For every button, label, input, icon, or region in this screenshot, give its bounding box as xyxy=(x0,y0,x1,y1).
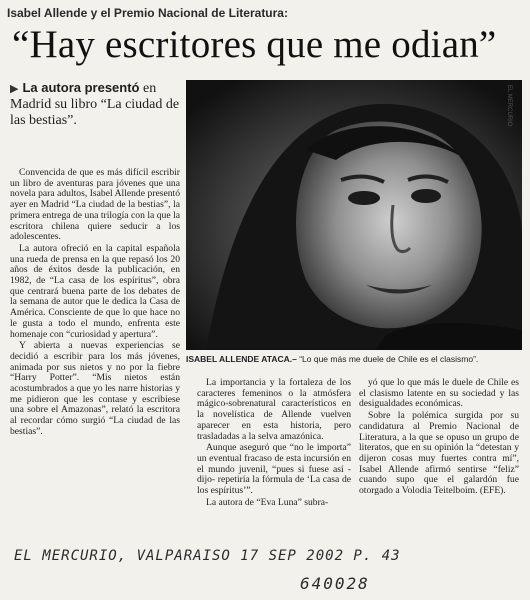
handwritten-source-note: EL MERCURIO, VALPARAISO 17 SEP 2002 P. 43 xyxy=(14,548,401,564)
arrow-icon: ▶ xyxy=(10,83,19,95)
handwritten-catalog-number: 640028 xyxy=(300,574,370,593)
text-column-1 xyxy=(10,168,180,439)
kicker: Isabel Allende y el Premio Nacional de Literatura: xyxy=(7,6,288,20)
photo-caption xyxy=(186,354,522,364)
caption-text: “Lo que más me duele de Chile es el clasismo”. xyxy=(299,354,479,364)
photo-credit: EL MERCURIO xyxy=(506,85,512,127)
paragraph: Aunque aseguró que “no le importa” un eventual fracaso de esta incursión en el mundo juvenil, “pues si fuese así -dijo- repetiría la fórmula de ‘La casa de los espíritus’”. xyxy=(197,442,351,497)
paragraph: yó que lo que más le duele de Chile es el clasismo latente en su sociedad y las desigualdades económicas. xyxy=(359,377,519,410)
paragraph: Y abierta a nuevas experiencias se decidió a escribir para los más jóvenes, animada por sus nietos y no por la fiebre “Harry Potter”. “Mis nietos están acostumbrados a que yo les narre historias y me pidieron que les contase y escribiese una sobre el Amazonas”, relató la escritora al recordar cómo surgió “La ciudad de las bestias”. xyxy=(10,340,180,437)
portrait-image xyxy=(186,80,522,350)
caption-lead: ISABEL ALLENDE ATACA.– xyxy=(186,354,297,364)
lead-paragraph xyxy=(10,80,185,129)
headline: “Hay escritores que me odian” xyxy=(12,23,497,66)
paragraph: Convencida de que es más difícil escribir un libro de aventuras para jóvenes que una novela para adultos, Isabel Allende presentó ayer en Madrid “La ciudad de la bestias”, la primera entrega de una trilogía con la que la escritora chilena quiere seducir a los adolescentes. xyxy=(10,167,180,243)
paragraph: La autora de “Eva Luna” subra- xyxy=(206,496,329,508)
lead-bold: La autora presentó xyxy=(22,80,140,95)
paragraph: La autora ofreció en la capital española una rueda de prensa en la que repasó los 20 años de éxitos desde la publicación, en 1982, de “La casa de los espíritus”, obra que centrará buena parte de los debates de la semana de autor que le dedica la Casa de América. Consciente de que lo que hace no le gusta a todo el mundo, enfrenta este homenaje con “curiosidad y apertura”. xyxy=(10,242,180,340)
paragraph: La importancia y la fortaleza de los caracteres femeninos o la atmósfera mágico-sobrenatural característicos en la novelística de Allende vuelven aparecer en esta historia, pero trasladadas a la selva amazónica. xyxy=(197,377,351,442)
paragraph: Sobre la polémica surgida por su candidatura al Premio Nacional de Literatura, a la que se opuso un grupo de literatos, que en su opinión la “detestan y dijeron cosas muy fuertes contra mí”, Isabel Allende afirmó sentirse “feliz” cuando supo que el galardón fue otorgado a Volodia Teitelboim. (EFE). xyxy=(359,410,519,497)
lead-text: en Madrid su libro “La ciudad de las bestias”. xyxy=(10,81,180,128)
author-photo xyxy=(186,80,522,350)
text-column-2 xyxy=(197,378,351,509)
text-column-3 xyxy=(359,378,519,498)
